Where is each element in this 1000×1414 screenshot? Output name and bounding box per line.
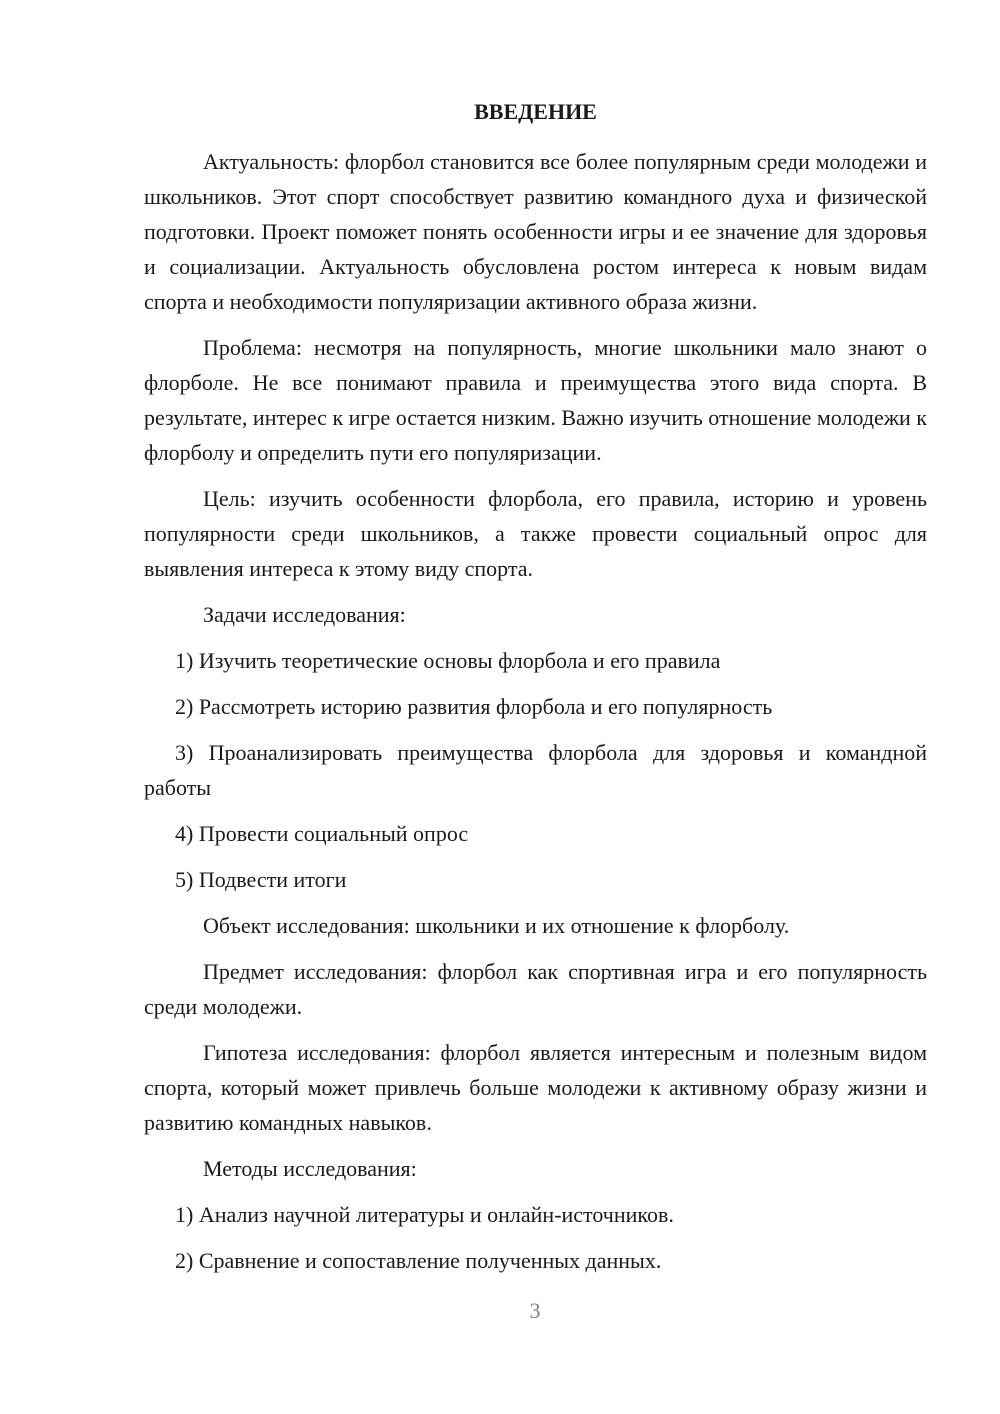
subject-paragraph: Предмет исследования: флорбол как спортивная игра и его популярность среди молодежи. bbox=[144, 959, 927, 1019]
document-page bbox=[144, 96, 927, 1289]
page-number: 3 bbox=[529, 1298, 541, 1323]
page-title: ВВЕДЕНИЕ bbox=[474, 99, 597, 124]
task-item: 4) Провести социальный опрос bbox=[175, 821, 469, 846]
methods-heading: Методы исследования: bbox=[203, 1156, 417, 1181]
object-paragraph: Объект исследования: школьники и их отношение к флорболу. bbox=[203, 913, 790, 938]
hypothesis-paragraph: Гипотеза исследования: флорбол является интересным и полезным видом спорта, который может привлечь больше молодежи к активному образу жизни и развитию командных навыков. bbox=[144, 1040, 927, 1135]
task-item: 2) Рассмотреть историю развития флорбола и его популярность bbox=[175, 694, 773, 719]
tasks-heading: Задачи исследования: bbox=[203, 602, 406, 627]
problem-paragraph: Проблема: несмотря на популярность, многие школьники мало знают о флорболе. Не все понимают правила и преимущества этого вида спорта. В результате, интерес к игре остается низким. Важно изучить отношение молодежи к флорболу и определить пути его популяризации. bbox=[144, 335, 927, 465]
goal-paragraph: Цель: изучить особенности флорбола, его правила, историю и уровень популярности среди школьников, а также провести социальный опрос для выявления интереса к этому виду спорта. bbox=[144, 486, 927, 581]
task-item: 1) Изучить теоретические основы флорбола и его правила bbox=[175, 648, 721, 673]
relevance-paragraph: Актуальность: флорбол становится все более популярным среди молодежи и школьников. Этот спорт способствует развитию командного духа и физической подготовки. Проект поможет понять особенности игры и ее значение для здоровья и социализации. Актуальность обусловлена ростом интереса к новым видам спорта и необходимости популяризации активного образа жизни. bbox=[144, 149, 927, 314]
method-item: 1) Анализ научной литературы и онлайн-источников. bbox=[175, 1202, 674, 1227]
task-item: 5) Подвести итоги bbox=[175, 867, 347, 892]
task-item: 3) Проанализировать преимущества флорбола для здоровья и командной работы bbox=[144, 740, 927, 800]
method-item: 2) Сравнение и сопоставление полученных данных. bbox=[175, 1248, 662, 1273]
